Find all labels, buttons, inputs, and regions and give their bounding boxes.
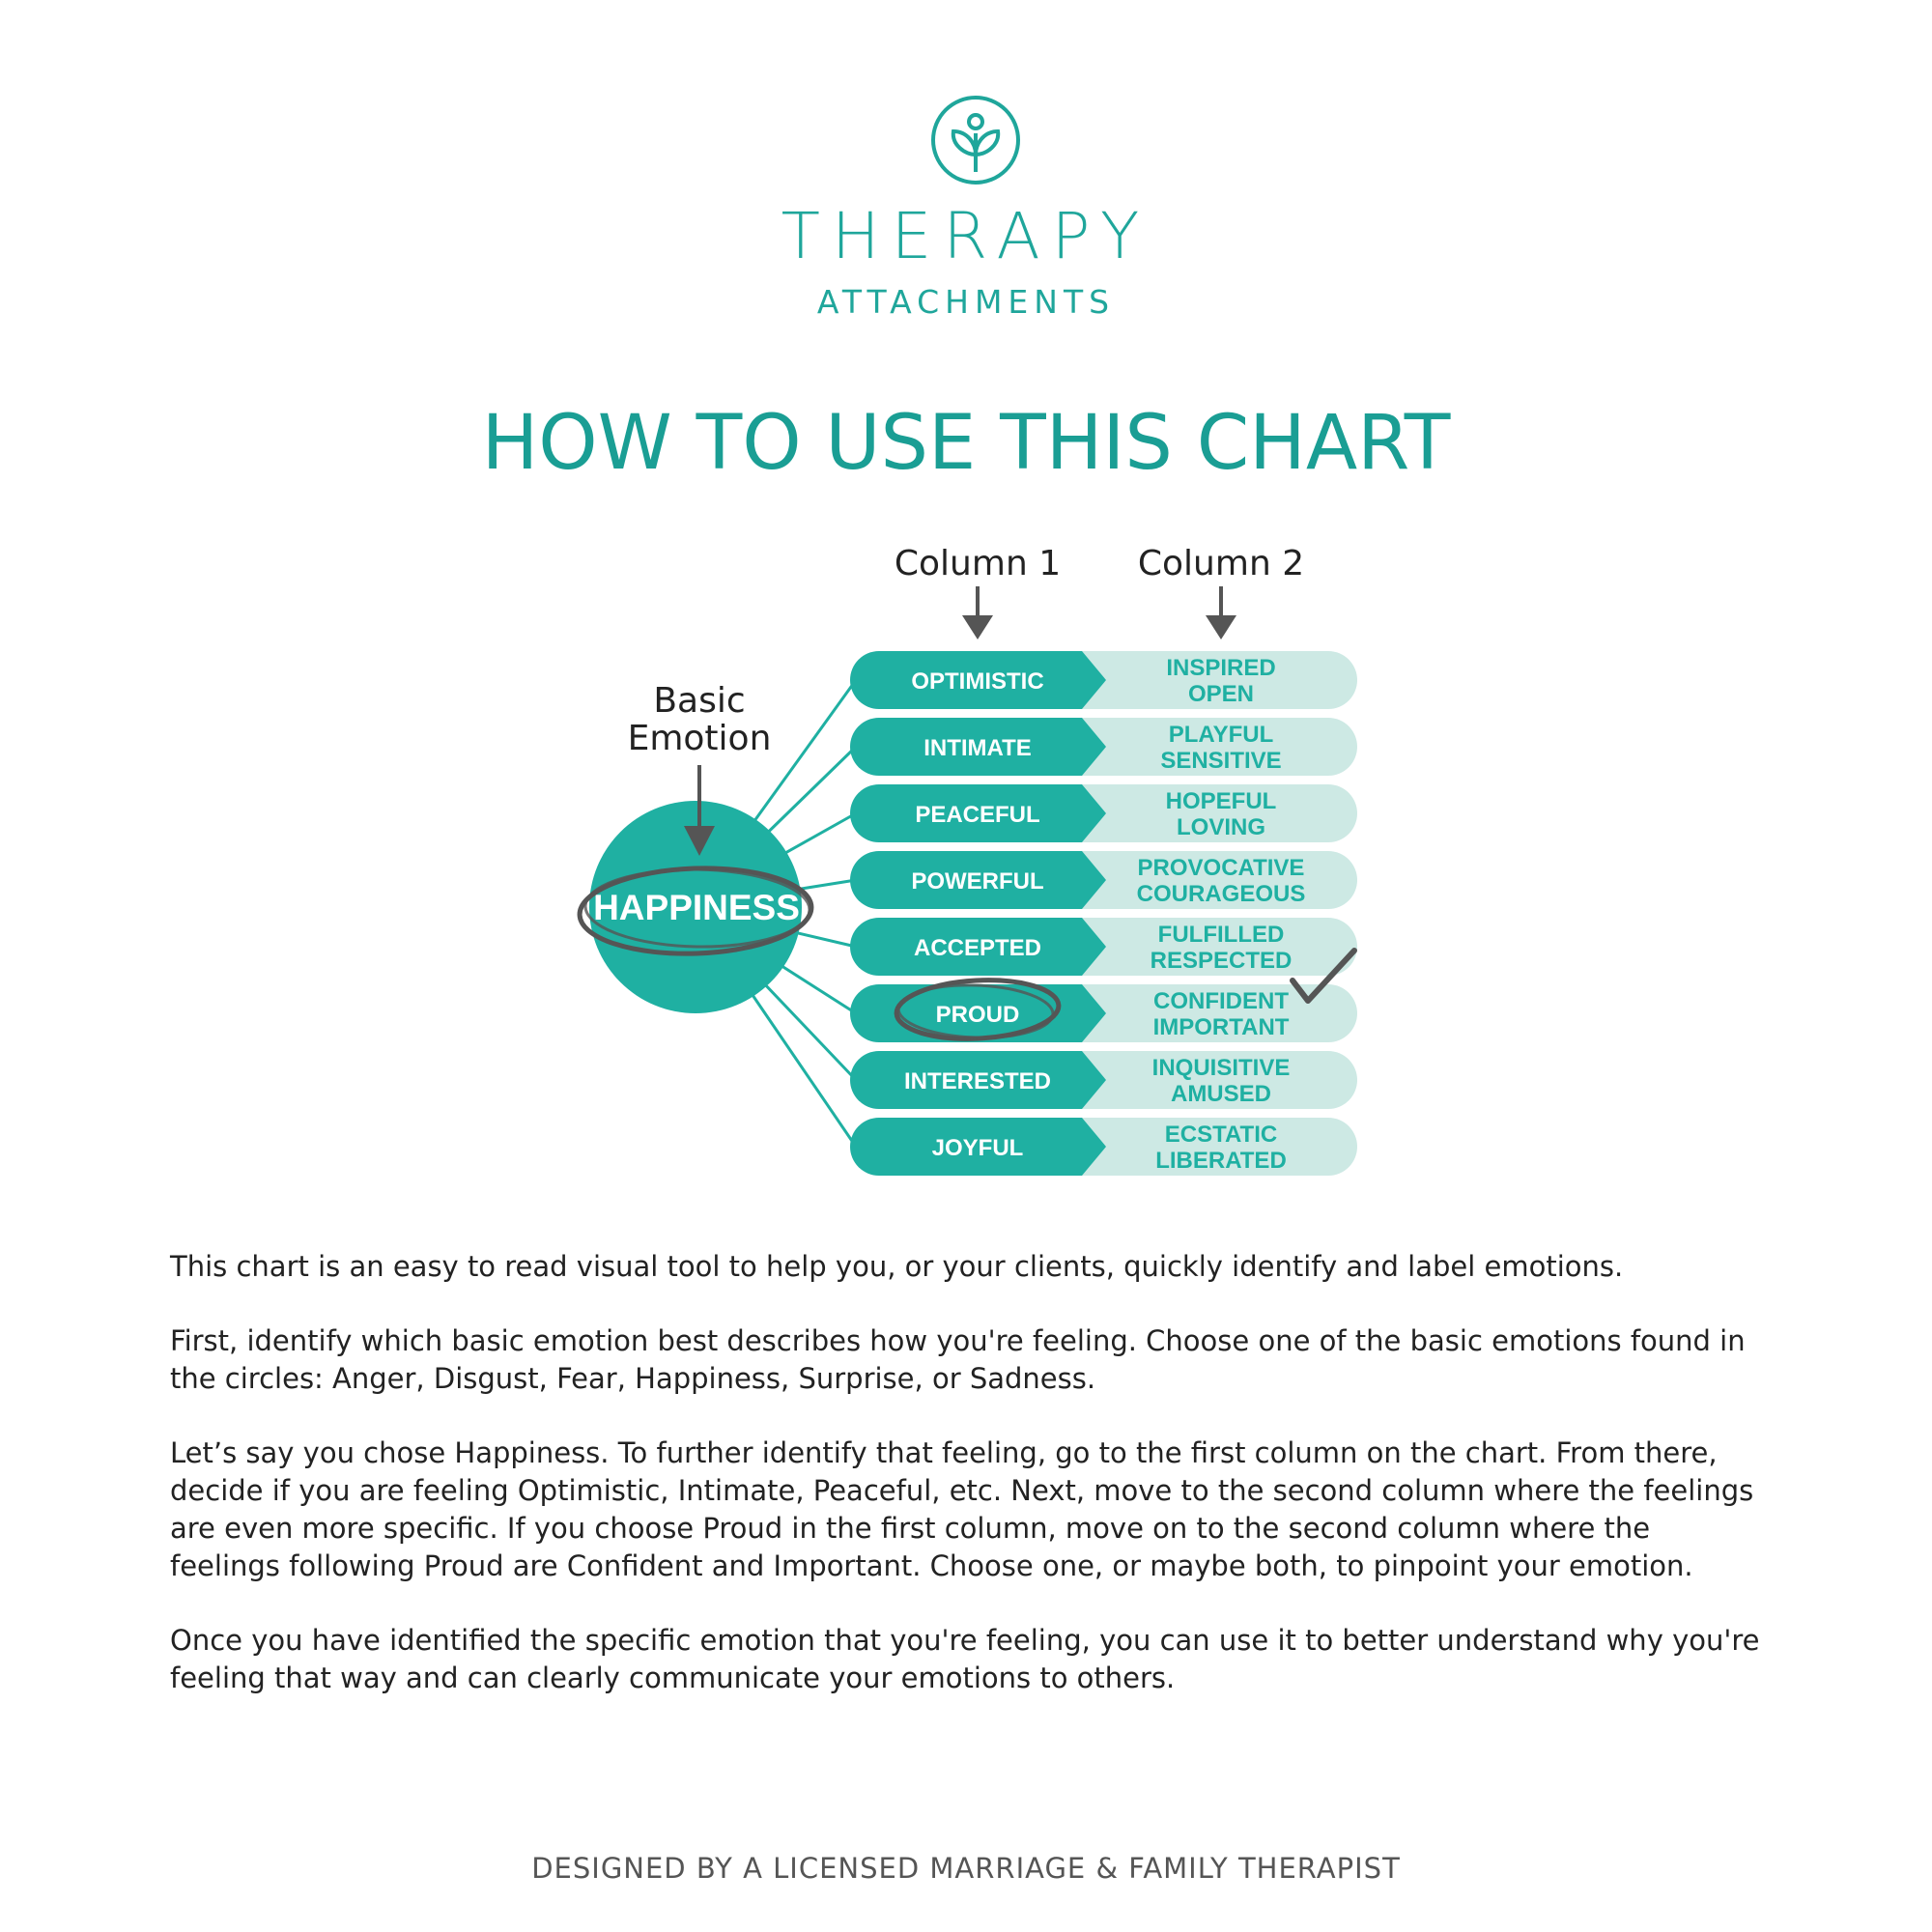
page-title: HOW TO USE THIS CHART <box>481 400 1451 487</box>
column1-emotion: POWERFUL <box>911 868 1044 895</box>
emotion-row <box>850 784 1357 842</box>
emotion-row <box>850 851 1357 909</box>
connector-line <box>779 813 856 857</box>
column2-emotion: INQUISITIVE <box>1151 1055 1291 1081</box>
column1-emotion: INTERESTED <box>903 1068 1052 1094</box>
column1-emotion: INTIMATE <box>923 735 1032 761</box>
column2-emotion: FULFILLED <box>1157 922 1285 948</box>
connector-line <box>789 931 856 947</box>
emotion-row <box>850 651 1357 709</box>
paragraph-intro: This chart is an easy to read visual tool to help you, or your clients, quickly identify and label emotions. <box>170 1250 1624 1283</box>
instructions <box>170 1248 1764 1734</box>
paragraph-step1: First, identify which basic emotion best describes how you're feeling. Choose one of the basic emotions found in the circles: Anger, Disgust, Fear, Happiness, Surprise, or Sadness. <box>170 1324 1746 1395</box>
column1-emotion: PEACEFUL <box>915 802 1040 828</box>
column2-emotion: ECSTATIC <box>1164 1122 1278 1148</box>
emotion-row <box>850 1118 1357 1176</box>
paragraph-conclusion: Once you have identified the specific emotion that you're feeling, you can use it to better understand why you're feeling that way and can clearly communicate your emotions to others. <box>170 1624 1760 1694</box>
column2-emotion: RESPECTED <box>1150 948 1293 974</box>
column1-label: Column 1 <box>894 544 1062 583</box>
column2-arrow-icon <box>1206 586 1236 639</box>
footer-credit: DESIGNED BY A LICENSED MARRIAGE & FAMILY THERAPIST <box>531 1852 1401 1885</box>
column2-emotion: INSPIRED <box>1166 655 1276 681</box>
emotion-row <box>850 718 1357 776</box>
column2-emotion: PLAYFUL <box>1168 722 1274 748</box>
basic-emotion-text: HAPPINESS <box>593 888 800 927</box>
emotion-row <box>850 1051 1357 1109</box>
column1-arrow-icon <box>962 586 993 639</box>
column2-emotion: OPEN <box>1187 681 1255 707</box>
emotion-row <box>850 918 1357 976</box>
paragraph-step2: Let’s say you chose Happiness. To further identify that feeling, go to the first column on the chart. From there, decide if you are feeling Optimistic, Intimate, Peaceful, etc. Next, move to the second column where the feelings are even more specific. If you choose Proud in the first column, move on to the second column where the feelings following Proud are Confident and Important. Choose one, or maybe both, to pinpoint your emotion. <box>170 1436 1754 1582</box>
column2-emotion: IMPORTANT <box>1152 1014 1290 1040</box>
column2-emotion: CONFIDENT <box>1153 988 1289 1014</box>
brand-subtitle: ATTACHMENTS <box>816 283 1116 321</box>
column1-emotion: OPTIMISTIC <box>911 668 1044 695</box>
column2-emotion: LOVING <box>1176 814 1266 840</box>
emotion-rows <box>850 651 1357 1176</box>
connector-line <box>775 962 856 1013</box>
column2-emotion: AMUSED <box>1170 1081 1272 1107</box>
column2-emotion: PROVOCATIVE <box>1137 855 1305 881</box>
connector-line <box>748 988 856 1147</box>
basic-emotion-label-line2: Emotion <box>627 719 772 758</box>
basic-emotion-label-line1: Basic <box>653 681 746 721</box>
column1-emotion: ACCEPTED <box>913 935 1042 961</box>
column2-emotion: LIBERATED <box>1155 1148 1287 1174</box>
column2-emotion: COURAGEOUS <box>1136 881 1306 907</box>
column2-emotion: HOPEFUL <box>1165 788 1277 814</box>
column1-emotion: JOYFUL <box>931 1135 1024 1161</box>
column2-emotion: SENSITIVE <box>1160 748 1282 774</box>
column1-emotion: PROUD <box>935 1002 1020 1028</box>
column2-label: Column 2 <box>1137 544 1305 583</box>
brand-name: THERAPY <box>781 199 1151 273</box>
